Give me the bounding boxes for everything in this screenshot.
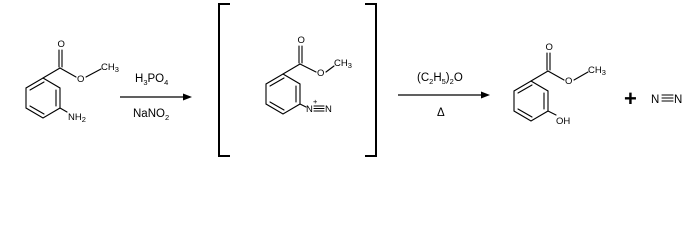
reactant-ester-bonds	[43, 50, 101, 78]
right-bracket	[365, 4, 376, 156]
nitrogen-byproduct	[651, 94, 682, 106]
nitrogen-atom-2: N	[674, 94, 683, 106]
reactant-carbonyl-oxygen: O	[57, 39, 65, 50]
nitrogen-triple-bond	[662, 95, 673, 101]
reactant-amine-label: $NH_2$	[68, 112, 86, 124]
intermediate-molecule	[266, 35, 352, 115]
step1-reagent-above: $H_3PO_4$	[135, 73, 169, 87]
intermediate-diazonium-n1: N	[306, 104, 313, 115]
product-hydroxyl-bond	[548, 111, 556, 115]
intermediate-methyl-label: $CH_3$	[334, 58, 352, 70]
nitrogen-atom-1: N	[651, 94, 660, 106]
reactant-ester-oxygen: O	[77, 74, 85, 85]
product-ester-oxygen: O	[565, 76, 573, 87]
step2-arrow	[398, 92, 490, 99]
intermediate-diazonium-charge: +	[313, 97, 318, 106]
step1-reagent-below: NaNO$_2$	[133, 108, 170, 122]
product-carbonyl-oxygen: O	[545, 42, 553, 53]
left-bracket	[219, 4, 230, 156]
reactant-amine-bond	[60, 108, 67, 112]
product-benzene-ring	[514, 81, 548, 121]
intermediate-benzene-ring	[266, 74, 300, 114]
product-molecule	[514, 42, 606, 127]
step1-arrow	[120, 94, 192, 101]
reactant-benzene-ring	[26, 78, 60, 118]
product-hydroxyl-label: OH	[556, 116, 571, 127]
plus-sign: +	[624, 86, 637, 111]
intermediate-ester-bonds	[283, 46, 334, 74]
intermediate-triple-bond	[314, 106, 324, 111]
intermediate-carbonyl-oxygen: O	[297, 35, 305, 46]
product-methyl-label: $CH_3$	[588, 65, 606, 77]
step2-heat-below: Δ	[437, 107, 445, 119]
reactant-molecule	[26, 39, 119, 124]
intermediate-diazonium-n2: N	[325, 104, 332, 115]
reactant-methyl-label: $CH_3$	[101, 62, 119, 74]
product-ester-bonds	[531, 53, 588, 81]
intermediate-ester-oxygen: O	[317, 68, 325, 79]
step2-solvent-above: $(C_2H_5)_2O$	[417, 72, 463, 86]
